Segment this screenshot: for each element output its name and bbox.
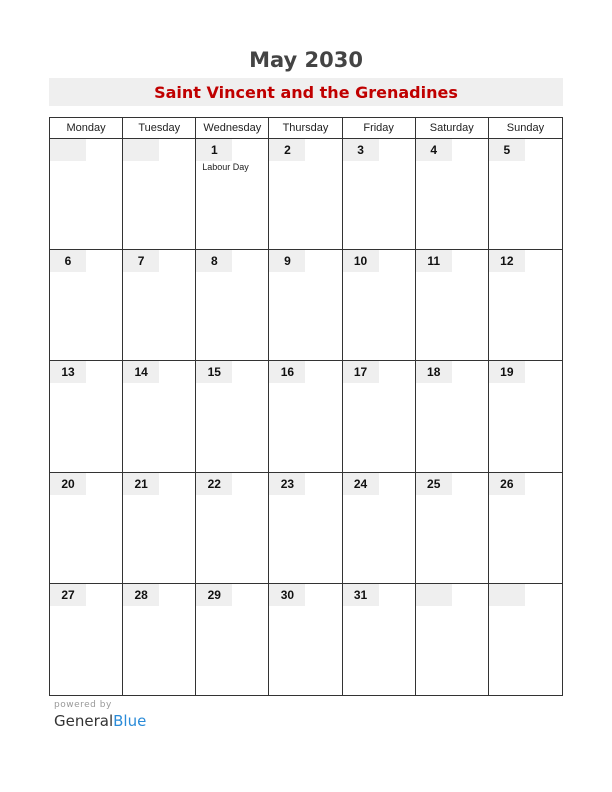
- brand-blue: Blue: [113, 712, 147, 730]
- weekday-header: Wednesday: [196, 118, 269, 139]
- day-cell: [269, 139, 342, 250]
- day-cell: [343, 250, 416, 361]
- footer: [54, 700, 146, 730]
- weekday-header: Saturday: [416, 118, 489, 139]
- day-number: 14: [123, 361, 159, 383]
- page-title: May 2030: [249, 48, 363, 72]
- day-number: [489, 584, 525, 606]
- day-number: [416, 584, 452, 606]
- day-number: 8: [196, 250, 232, 272]
- day-number: 28: [123, 584, 159, 606]
- holiday-label: Labour Day: [202, 162, 249, 172]
- country-name: Saint Vincent and the Grenadines: [154, 82, 458, 102]
- brand-general: General: [54, 712, 114, 730]
- day-cell: [123, 361, 196, 472]
- day-cell: [50, 473, 123, 584]
- day-cell: [489, 139, 562, 250]
- day-number: 16: [269, 361, 305, 383]
- day-cell: [416, 473, 489, 584]
- day-cell: [50, 584, 123, 695]
- day-cell: [269, 584, 342, 695]
- day-cell: [196, 584, 269, 695]
- day-number: 9: [269, 250, 305, 272]
- day-cell: [50, 250, 123, 361]
- day-cell: [343, 139, 416, 250]
- day-cell: [489, 250, 562, 361]
- day-cell: [489, 584, 562, 695]
- day-number: 3: [343, 139, 379, 161]
- weekday-header: Thursday: [269, 118, 342, 139]
- weekday-header: Tuesday: [123, 118, 196, 139]
- powered-by-text: powered by: [54, 700, 112, 710]
- day-number: 12: [489, 250, 525, 272]
- day-number: 19: [489, 361, 525, 383]
- weekday-header: Friday: [343, 118, 416, 139]
- day-number: 24: [343, 473, 379, 495]
- day-number: 2: [269, 139, 305, 161]
- day-number: 5: [489, 139, 525, 161]
- country-banner: [49, 78, 563, 106]
- day-number: 30: [269, 584, 305, 606]
- day-number: 13: [50, 361, 86, 383]
- day-cell: [196, 473, 269, 584]
- day-cell: [489, 473, 562, 584]
- day-number: 15: [196, 361, 232, 383]
- day-number: 10: [343, 250, 379, 272]
- day-number: 27: [50, 584, 86, 606]
- day-number: 26: [489, 473, 525, 495]
- day-cell: [416, 139, 489, 250]
- weekday-header: Monday: [50, 118, 123, 139]
- day-cell: [50, 139, 123, 250]
- calendar-grid: [49, 117, 563, 696]
- day-cell: [343, 584, 416, 695]
- day-cell: [123, 473, 196, 584]
- day-number: 21: [123, 473, 159, 495]
- day-number: 25: [416, 473, 452, 495]
- day-number: [123, 139, 159, 161]
- day-number: 11: [416, 250, 452, 272]
- day-cell: [123, 250, 196, 361]
- day-number: 17: [343, 361, 379, 383]
- day-cell: [123, 584, 196, 695]
- day-number: 23: [269, 473, 305, 495]
- day-cell: [343, 361, 416, 472]
- weekday-header: Sunday: [489, 118, 562, 139]
- day-cell: [269, 473, 342, 584]
- brand-logo: [54, 712, 146, 730]
- day-cell: [269, 361, 342, 472]
- day-number: 18: [416, 361, 452, 383]
- day-number: 6: [50, 250, 86, 272]
- day-cell: [50, 361, 123, 472]
- day-number: 29: [196, 584, 232, 606]
- day-cell: [196, 250, 269, 361]
- day-cell: [196, 361, 269, 472]
- day-number: [50, 139, 86, 161]
- day-number: 4: [416, 139, 452, 161]
- day-number: 20: [50, 473, 86, 495]
- day-number: 1: [196, 139, 232, 161]
- day-number: 22: [196, 473, 232, 495]
- day-number: 7: [123, 250, 159, 272]
- day-cell: [123, 139, 196, 250]
- day-cell: [416, 250, 489, 361]
- day-cell: [416, 584, 489, 695]
- day-cell: [269, 250, 342, 361]
- day-cell: [343, 473, 416, 584]
- day-cell: [416, 361, 489, 472]
- day-cell: [196, 139, 269, 250]
- day-cell: [489, 361, 562, 472]
- day-number: 31: [343, 584, 379, 606]
